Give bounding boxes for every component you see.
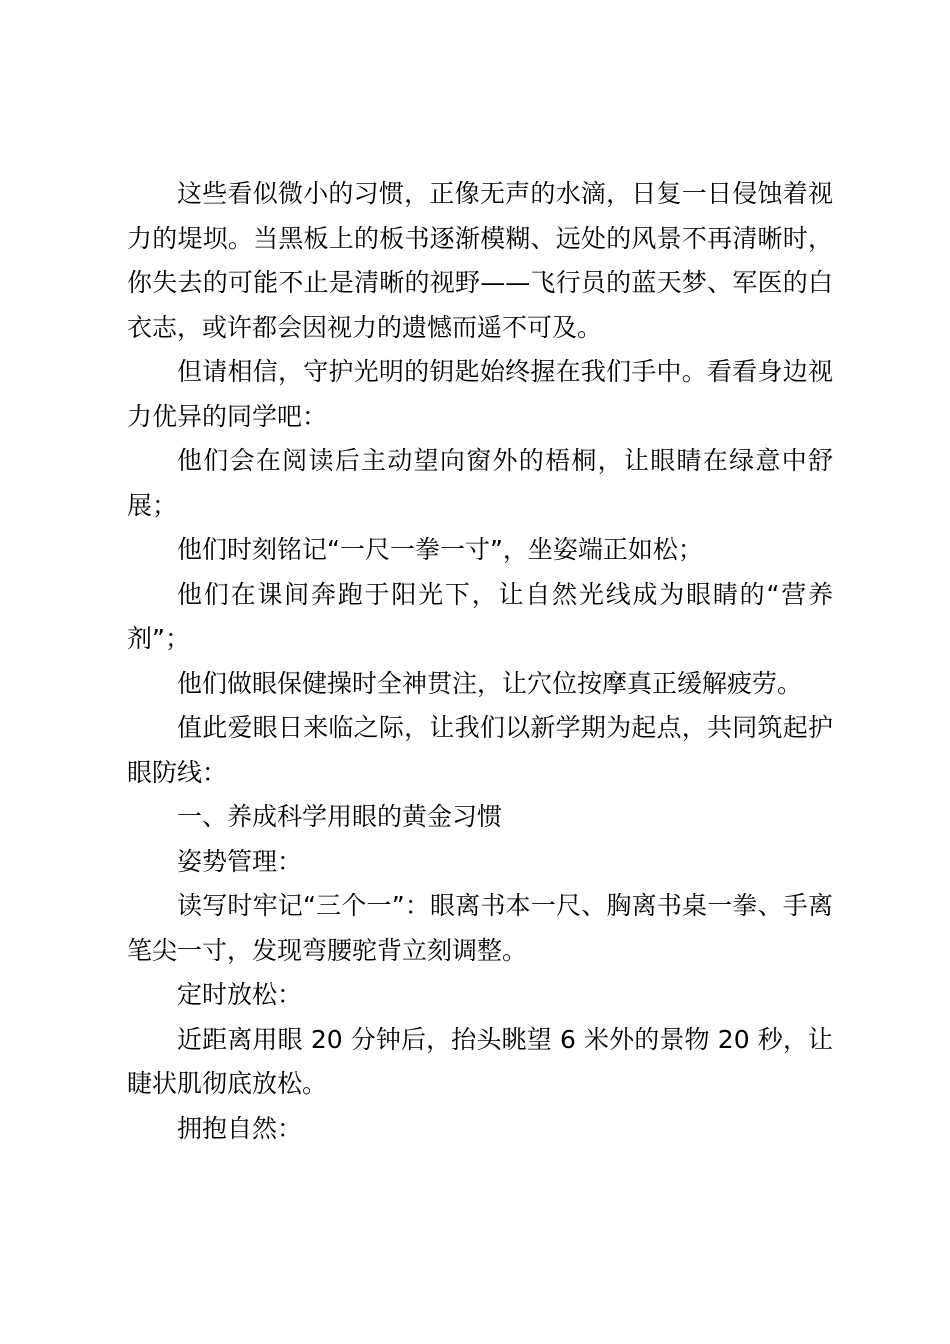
paragraph: 读写时牢记“三个一”：眼离书本一尺、胸离书桌一拳、手离笔尖一寸，发现弯腰驼背立刻调整。 (127, 891, 833, 965)
paragraph: 他们时刻铭记“一尺一拳一寸”，坐姿端正如松； (177, 535, 703, 564)
paragraph: 这些看似微小的习惯，正像无声的水滴，日复一日侵蚀着视力的堤坝。当黑板上的板书逐渐模糊、远处的风景不再清晰时，你失去的可能不止是清晰的视野——飞行员的蓝天梦、军医的白衣志，或许都会因视力的遗憾而遥不可及。 (127, 179, 833, 342)
section-heading: 一、养成科学用眼的黄金习惯 (177, 802, 503, 831)
paragraph: 他们在课间奔跑于阳光下，让自然光线成为眼睛的“营养剂”； (127, 579, 833, 653)
paragraph: 他们会在阅读后主动望向窗外的梧桐，让眼睛在绿意中舒展； (127, 446, 833, 520)
paragraph: 他们做眼保健操时全神贯注，让穴位按摩真正缓解疲劳。 (177, 668, 803, 698)
subheading-posture: 姿势管理： (177, 846, 303, 876)
paragraph: 值此爱眼日来临之际，让我们以新学期为起点，共同筑起护眼防线： (127, 713, 833, 787)
paragraph: 近距离用眼 20 分钟后，抬头眺望 6 米外的景物 20 秒，让睫状肌彻底放松。 (127, 1024, 833, 1098)
subheading-relax: 定时放松： (177, 980, 303, 1009)
subheading-nature: 拥抱自然： (177, 1113, 303, 1143)
paragraph: 但请相信，守护光明的钥匙始终握在我们手中。看看身边视力优异的同学吧： (127, 357, 833, 431)
document-body (127, 172, 833, 1151)
